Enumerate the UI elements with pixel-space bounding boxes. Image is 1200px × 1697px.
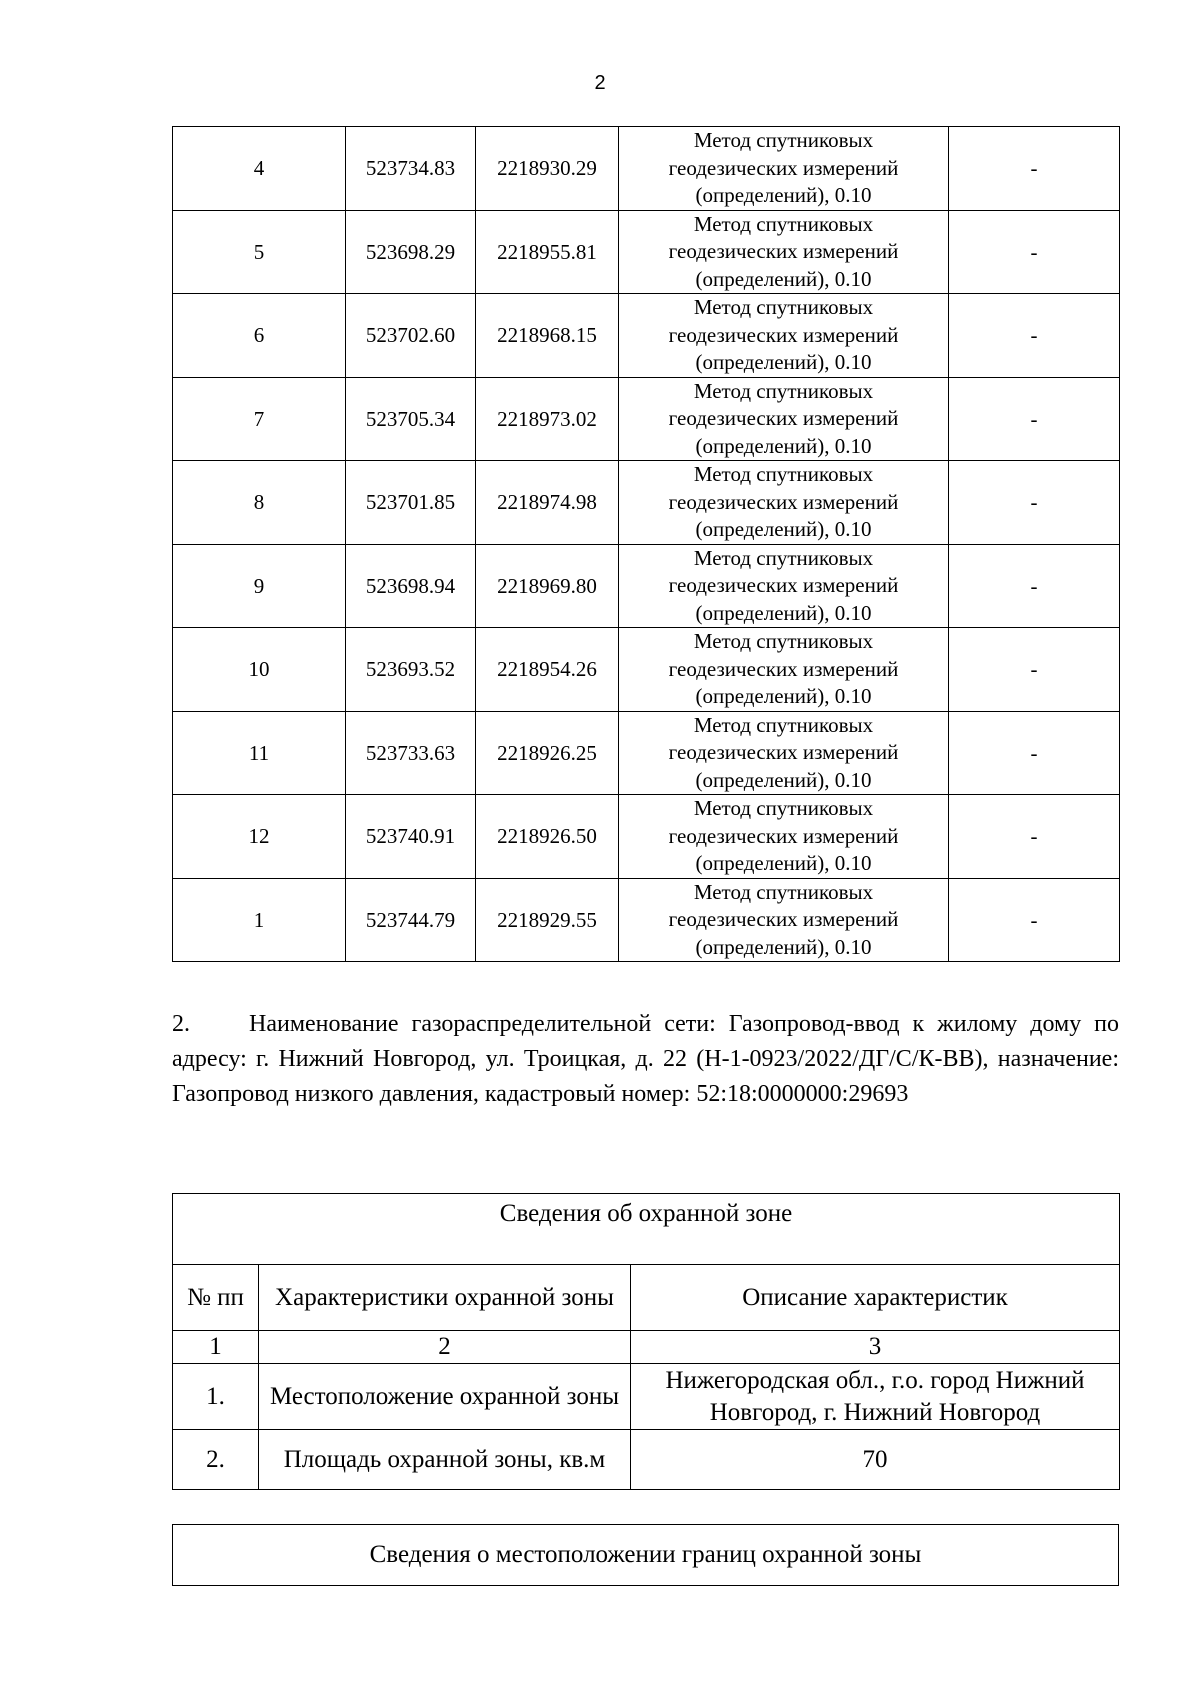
boundaries-title: Сведения о местоположении границ охранной зоны xyxy=(173,1525,1119,1586)
point-number-cell: 11 xyxy=(173,711,346,795)
column-number-3: 3 xyxy=(631,1331,1120,1364)
point-number-cell: 5 xyxy=(173,210,346,294)
header-characteristics: Характеристики охранной зоны xyxy=(259,1265,631,1331)
method-cell xyxy=(619,795,949,879)
method-line: Метод спутниковых xyxy=(693,879,874,904)
note-cell: - xyxy=(949,795,1120,879)
method-cell xyxy=(619,711,949,795)
method-cell xyxy=(619,127,949,211)
x-coordinate-cell: 523702.60 xyxy=(346,294,476,378)
coordinate-row xyxy=(173,377,1120,461)
method-line: геодезических измерений xyxy=(668,489,899,514)
section-2-number: 2. xyxy=(172,1011,190,1037)
x-coordinate-cell: 523693.52 xyxy=(346,628,476,712)
zone-row-characteristic: Местоположение охранной зоны xyxy=(259,1364,631,1430)
method-line: Метод спутниковых xyxy=(693,712,874,737)
method-line: геодезических измерений xyxy=(668,239,899,263)
point-number-cell: 12 xyxy=(173,795,346,879)
note-cell: - xyxy=(949,628,1120,712)
section-2-text: Наименование газораспределительной сети: Газопровод-ввод к жилому дому по адресу: г. Нижний Новгород, ул. Троицкая, д. 22 (Н-1-0923/2022/ДГ/С/К-ВВ), назначение: Газопровод низкого давления, кадастровый номер: 52:18:0000000:29693 xyxy=(172,1011,1119,1107)
method-line: Метод спутниковых xyxy=(693,211,874,236)
y-coordinate-cell: 2218955.81 xyxy=(476,210,619,294)
method-line: (определений), 0.10 xyxy=(695,517,872,541)
boundaries-table xyxy=(172,1524,1119,1586)
column-number-1: 1 xyxy=(173,1331,259,1364)
zone-row-area xyxy=(173,1430,1120,1490)
method-line: Метод спутниковых xyxy=(693,128,874,152)
method-line: (определений), 0.10 xyxy=(695,183,872,207)
column-number-2: 2 xyxy=(259,1331,631,1364)
zone-row-description: Нижегородская обл., г.о. город Нижний Новгород, г. Нижний Новгород xyxy=(631,1364,1120,1430)
method-line: (определений), 0.10 xyxy=(695,600,872,625)
method-line: (определений), 0.10 xyxy=(695,350,872,374)
method-cell xyxy=(619,628,949,712)
coordinate-row xyxy=(173,544,1120,628)
method-cell xyxy=(619,461,949,545)
note-cell: - xyxy=(949,544,1120,628)
method-cell xyxy=(619,294,949,378)
zone-column-numbers-row xyxy=(173,1331,1120,1364)
method-line: (определений), 0.10 xyxy=(695,767,872,792)
method-line: геодезических измерений xyxy=(668,740,899,764)
point-number-cell: 4 xyxy=(173,127,346,211)
zone-row-location xyxy=(173,1364,1120,1430)
coordinate-row xyxy=(173,127,1120,211)
method-line: (определений), 0.10 xyxy=(695,934,872,959)
zone-table-title: Сведения об охранной зоне xyxy=(173,1194,1120,1265)
coordinate-row xyxy=(173,210,1120,294)
method-line: геодезических измерений xyxy=(668,155,899,180)
boundaries-title-row xyxy=(173,1525,1119,1586)
zone-title-row xyxy=(173,1194,1120,1265)
note-cell: - xyxy=(949,878,1120,962)
y-coordinate-cell: 2218926.25 xyxy=(476,711,619,795)
zone-row-description: 70 xyxy=(631,1430,1120,1490)
coordinates-table xyxy=(172,126,1120,962)
method-line: (определений), 0.10 xyxy=(695,684,872,708)
section-2-paragraph xyxy=(172,1007,1119,1112)
coordinate-row xyxy=(173,461,1120,545)
method-line: (определений), 0.10 xyxy=(695,433,872,458)
x-coordinate-cell: 523744.79 xyxy=(346,878,476,962)
point-number-cell: 9 xyxy=(173,544,346,628)
method-cell xyxy=(619,544,949,628)
note-cell: - xyxy=(949,461,1120,545)
method-line: Метод спутниковых xyxy=(693,295,874,319)
coordinate-row xyxy=(173,795,1120,879)
note-cell: - xyxy=(949,294,1120,378)
y-coordinate-cell: 2218929.55 xyxy=(476,878,619,962)
method-line: геодезических измерений xyxy=(668,322,899,347)
zone-header-row xyxy=(173,1265,1120,1331)
point-number-cell: 10 xyxy=(173,628,346,712)
method-line: геодезических измерений xyxy=(668,573,899,597)
y-coordinate-cell: 2218974.98 xyxy=(476,461,619,545)
method-line: Метод спутниковых xyxy=(693,796,874,820)
y-coordinate-cell: 2218954.26 xyxy=(476,628,619,712)
x-coordinate-cell: 523698.29 xyxy=(346,210,476,294)
zone-row-num: 1. xyxy=(173,1364,259,1430)
y-coordinate-cell: 2218973.02 xyxy=(476,377,619,461)
coordinate-row xyxy=(173,628,1120,712)
point-number-cell: 1 xyxy=(173,878,346,962)
x-coordinate-cell: 523705.34 xyxy=(346,377,476,461)
x-coordinate-cell: 523740.91 xyxy=(346,795,476,879)
method-line: геодезических измерений xyxy=(668,656,899,681)
method-cell xyxy=(619,878,949,962)
method-line: (определений), 0.10 xyxy=(695,851,872,875)
y-coordinate-cell: 2218968.15 xyxy=(476,294,619,378)
header-description: Описание характеристик xyxy=(631,1265,1120,1331)
method-line: Метод спутниковых xyxy=(693,545,874,570)
method-line: Метод спутниковых xyxy=(693,629,874,653)
coordinate-row xyxy=(173,711,1120,795)
zone-row-characteristic: Площадь охранной зоны, кв.м xyxy=(259,1430,631,1490)
header-num: № пп xyxy=(173,1265,259,1331)
coordinates-table-body xyxy=(173,127,1120,962)
coordinate-row xyxy=(173,878,1120,962)
note-cell: - xyxy=(949,210,1120,294)
y-coordinate-cell: 2218930.29 xyxy=(476,127,619,211)
method-cell xyxy=(619,377,949,461)
method-line: (определений), 0.10 xyxy=(695,266,872,291)
x-coordinate-cell: 523733.63 xyxy=(346,711,476,795)
method-cell xyxy=(619,210,949,294)
method-line: Метод спутниковых xyxy=(693,462,874,486)
point-number-cell: 7 xyxy=(173,377,346,461)
method-line: геодезических измерений xyxy=(668,823,899,848)
x-coordinate-cell: 523698.94 xyxy=(346,544,476,628)
method-line: Метод спутниковых xyxy=(693,378,874,403)
x-coordinate-cell: 523734.83 xyxy=(346,127,476,211)
zone-info-table xyxy=(172,1193,1120,1490)
method-line: геодезических измерений xyxy=(668,406,899,430)
note-cell: - xyxy=(949,127,1120,211)
point-number-cell: 8 xyxy=(173,461,346,545)
x-coordinate-cell: 523701.85 xyxy=(346,461,476,545)
point-number-cell: 6 xyxy=(173,294,346,378)
note-cell: - xyxy=(949,711,1120,795)
note-cell: - xyxy=(949,377,1120,461)
page-number: 2 xyxy=(594,72,606,94)
zone-row-num: 2. xyxy=(173,1430,259,1490)
y-coordinate-cell: 2218969.80 xyxy=(476,544,619,628)
method-line: геодезических измерений xyxy=(668,907,899,931)
y-coordinate-cell: 2218926.50 xyxy=(476,795,619,879)
coordinate-row xyxy=(173,294,1120,378)
